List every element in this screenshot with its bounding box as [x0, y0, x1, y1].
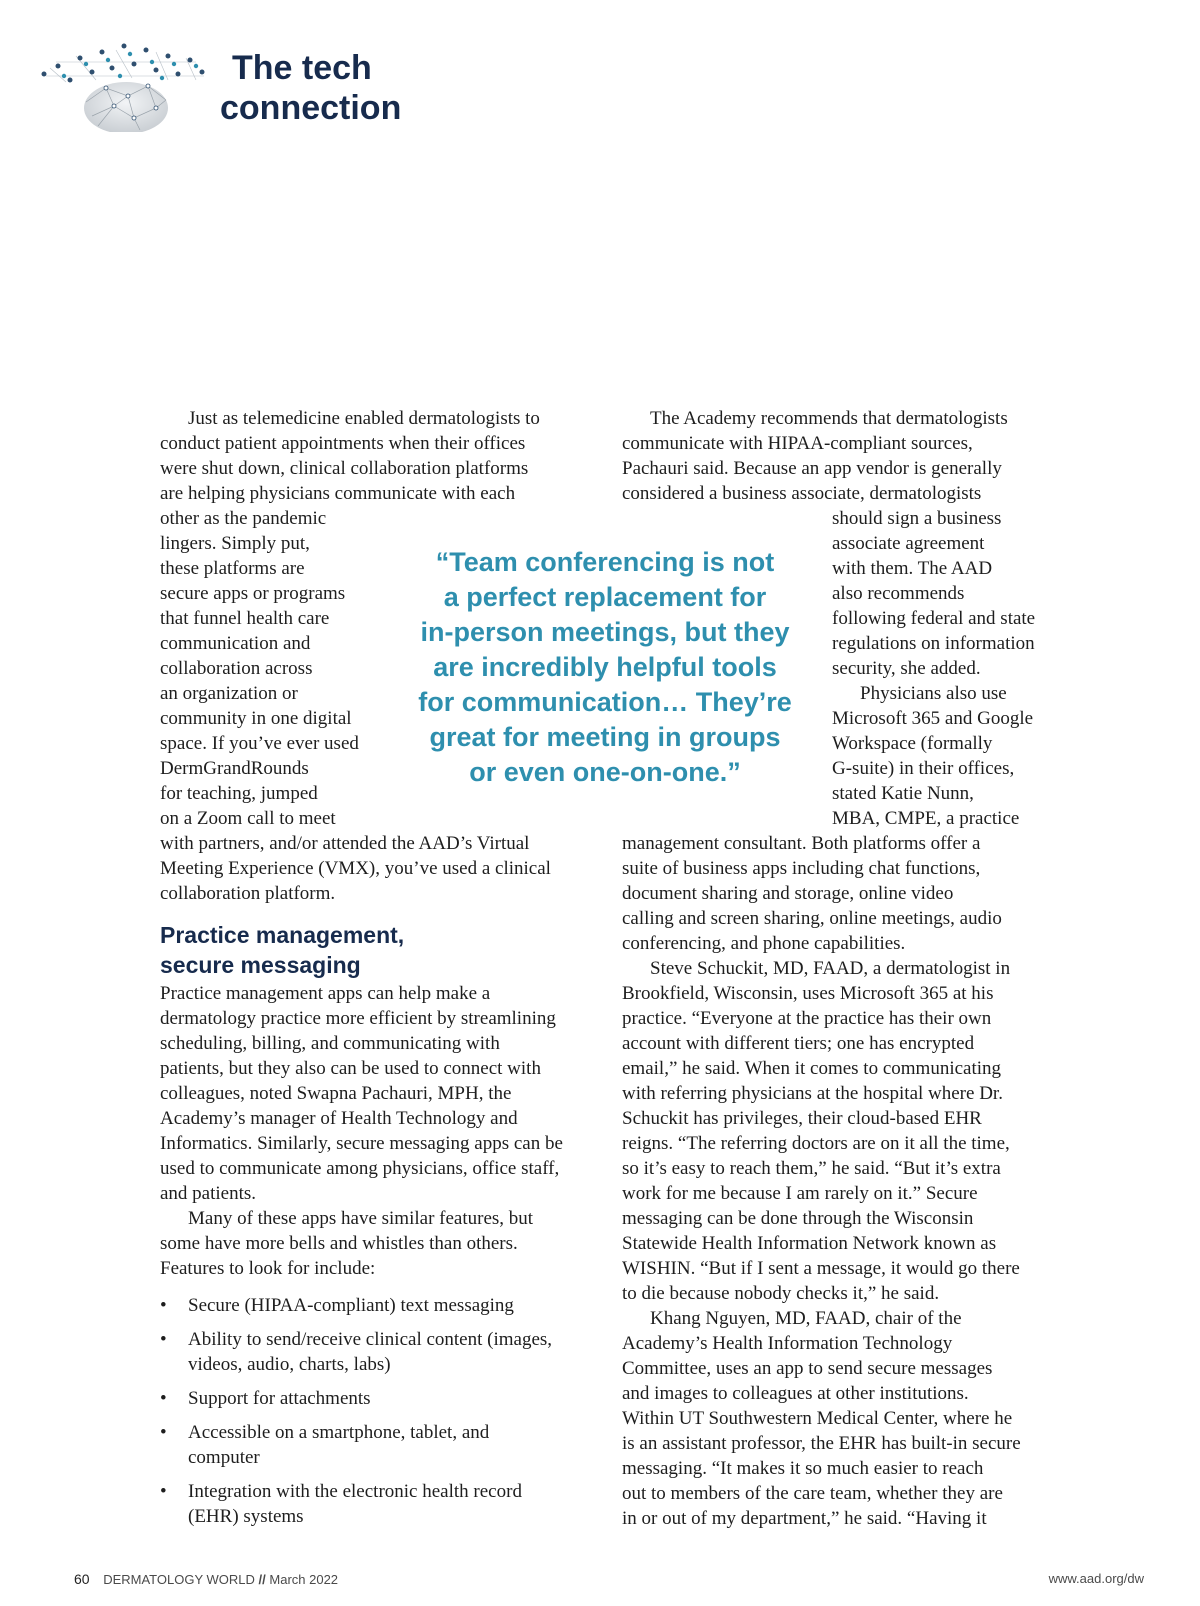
text-line: practice. “Everyone at the practice has their own: [622, 1008, 992, 1029]
text-line: community in one digital: [160, 708, 352, 729]
page-title: [220, 48, 401, 128]
text-line: Committee, uses an app to send secure messages: [622, 1358, 993, 1379]
text-line: Workspace (formally: [832, 733, 993, 754]
bullet-icon: •: [160, 1422, 167, 1443]
text-line: G-suite) in their offices,: [832, 758, 1015, 779]
text-line: scheduling, billing, and communicating with: [160, 1033, 500, 1054]
list-item-text: Ability to send/receive clinical content (images,: [188, 1329, 553, 1350]
right-column-bottom: [622, 831, 1021, 1531]
text-line: Practice management apps can help make a: [160, 983, 491, 1004]
text-line: Within UT Southwestern Medical Center, where he: [622, 1408, 1013, 1429]
text-line: Schuckit has privileges, their cloud-based EHR: [622, 1108, 982, 1129]
text-line: with referring physicians at the hospital where Dr.: [622, 1083, 1003, 1104]
text-line: to die because nobody checks it,” he said.: [622, 1283, 940, 1304]
text-line: management consultant. Both platforms offer a: [622, 833, 981, 854]
text-line: an organization or: [160, 683, 298, 704]
list-item: [160, 1386, 552, 1411]
text-line: regulations on information: [832, 633, 1035, 654]
text-line: reigns. “The referring doctors are on it all the time,: [622, 1133, 1010, 1154]
text-line: in or out of my department,” he said. “Having it: [622, 1508, 987, 1529]
text-line: lingers. Simply put,: [160, 533, 310, 554]
title-line: connection: [220, 89, 402, 127]
bullet-icon: •: [160, 1329, 167, 1350]
text-line: Just as telemedicine enabled dermatologists to: [188, 408, 540, 429]
text-line: messaging. “It makes it so much easier to reach: [622, 1458, 984, 1479]
text-line: that funnel health care: [160, 608, 330, 629]
quote-line: in-person meetings, but they: [420, 617, 790, 647]
text-line: Pachauri said. Because an app vendor is generally: [622, 458, 1002, 479]
text-line: is an assistant professor, the EHR has built-in secure: [622, 1433, 1021, 1454]
right-column-top: [622, 406, 1008, 506]
text-line: calling and screen sharing, online meetings, audio: [622, 908, 1002, 929]
page-footer-left: [74, 1571, 338, 1587]
bullet-icon: •: [160, 1481, 167, 1502]
text-line: email,” he said. When it comes to communicating: [622, 1058, 1002, 1079]
text-line: MBA, CMPE, a practice: [832, 808, 1020, 829]
text-line: DermGrandRounds: [160, 758, 309, 779]
text-line: dermatology practice more efficient by streamlining: [160, 1008, 556, 1029]
quote-line: for communication… They’re: [418, 687, 792, 717]
text-line: patients, but they also can be used to connect with: [160, 1058, 541, 1079]
text-line: with them. The AAD: [832, 558, 993, 579]
text-line: conduct patient appointments when their offices: [160, 433, 526, 454]
text-line: Informatics. Similarly, secure messaging apps can be: [160, 1133, 563, 1154]
title-line: The tech: [232, 49, 372, 87]
heading-line: secure messaging: [160, 952, 361, 978]
text-line: are helping physicians communicate with each: [160, 483, 516, 504]
text-line: Academy’s Health Information Technology: [622, 1333, 953, 1354]
page-number: 60: [74, 1571, 90, 1587]
list-item-text: Secure (HIPAA-compliant) text messaging: [188, 1295, 514, 1316]
text-line: on a Zoom call to meet: [160, 808, 336, 829]
quote-line: are incredibly helpful tools: [433, 652, 777, 682]
text-line: so it’s easy to reach them,” he said. “But it’s extra: [622, 1158, 1001, 1179]
heading-line: Practice management,: [160, 922, 405, 948]
text-line: other as the pandemic: [160, 508, 327, 529]
text-line: Many of these apps have similar features, but: [188, 1208, 534, 1229]
text-line: and images to colleagues at other institutions.: [622, 1383, 969, 1404]
text-line: Features to look for include:: [160, 1258, 376, 1279]
text-line: some have more bells and whistles than others.: [160, 1233, 518, 1254]
text-line: stated Katie Nunn,: [832, 783, 974, 804]
text-line: associate agreement: [832, 533, 985, 554]
list-item: [160, 1420, 552, 1470]
pull-quote: [385, 545, 825, 790]
text-line: and patients.: [160, 1183, 257, 1204]
text-line: Khang Nguyen, MD, FAAD, chair of the: [650, 1308, 962, 1329]
text-line: following federal and state: [832, 608, 1036, 629]
features-list: [160, 1293, 552, 1538]
text-line: Physicians also use: [860, 683, 1007, 704]
text-line: Academy’s manager of Health Technology and: [160, 1108, 518, 1129]
quote-line: or even one-on-one.”: [469, 757, 741, 787]
text-line: also recommends: [832, 583, 965, 604]
bullet-icon: •: [160, 1295, 167, 1316]
list-item-text: Accessible on a smartphone, tablet, and: [188, 1422, 490, 1443]
text-line: communicate with HIPAA-compliant sources,: [622, 433, 973, 454]
text-line: Meeting Experience (VMX), you’ve used a clinical: [160, 858, 551, 879]
list-item-text: Support for attachments: [188, 1388, 371, 1409]
list-item: [160, 1327, 552, 1377]
text-line: considered a business associate, dermatologists: [622, 483, 982, 504]
list-item: [160, 1293, 552, 1318]
publication-name: DERMATOLOGY WORLD: [103, 1572, 255, 1587]
text-line: Steve Schuckit, MD, FAAD, a dermatologist in: [650, 958, 1011, 979]
text-line: conferencing, and phone capabilities.: [622, 933, 906, 954]
text-line: should sign a business: [832, 508, 1002, 529]
text-line: communication and: [160, 633, 311, 654]
text-line: Brookfield, Wisconsin, uses Microsoft 365 at his: [622, 983, 994, 1004]
text-line: Statewide Health Information Network known as: [622, 1233, 997, 1254]
list-item-text: computer: [188, 1447, 260, 1468]
section-heading: [160, 920, 404, 980]
issue-date: March 2022: [269, 1572, 339, 1587]
text-line: WISHIN. “But if I sent a message, it would go there: [622, 1258, 1020, 1279]
text-line: Microsoft 365 and Google: [832, 708, 1034, 729]
quote-line: a perfect replacement for: [443, 582, 767, 612]
text-line: account with different tiers; one has encrypted: [622, 1033, 975, 1054]
list-item-text: (EHR) systems: [188, 1506, 304, 1527]
quote-line: great for meeting in groups: [429, 722, 781, 752]
quote-line: “Team conferencing is not: [435, 547, 775, 577]
text-line: secure apps or programs: [160, 583, 346, 604]
text-line: work for me because I am rarely on it.” Secure: [622, 1183, 978, 1204]
text-line: messaging can be done through the Wisconsin: [622, 1208, 974, 1229]
right-column-narrow: [832, 506, 1035, 831]
list-item-text: videos, audio, charts, labs): [188, 1354, 391, 1375]
text-line: for teaching, jumped: [160, 783, 318, 804]
text-line: with partners, and/or attended the AAD’s Virtual: [160, 833, 530, 854]
bullet-icon: •: [160, 1388, 167, 1409]
text-line: were shut down, clinical collaboration platforms: [160, 458, 529, 479]
text-line: document sharing and storage, online video: [622, 883, 954, 904]
text-line: suite of business apps including chat functions,: [622, 858, 981, 879]
footer-url: www.aad.org/dw: [1048, 1571, 1144, 1586]
text-line: these platforms are: [160, 558, 305, 579]
text-line: space. If you’ve ever used: [160, 733, 359, 754]
practice-management-paragraph: [160, 981, 563, 1281]
text-line: colleagues, noted Swapna Pachauri, MPH, the: [160, 1083, 512, 1104]
text-line: used to communicate among physicians, office staff,: [160, 1158, 560, 1179]
text-line: collaboration across: [160, 658, 313, 679]
network-globe-icon: [36, 36, 214, 132]
list-item: [160, 1479, 552, 1529]
list-item-text: Integration with the electronic health record: [188, 1481, 522, 1502]
text-line: The Academy recommends that dermatologists: [650, 408, 1008, 429]
text-line: collaboration platform.: [160, 883, 336, 904]
footer-separator: //: [258, 1572, 266, 1587]
text-line: out to members of the care team, whether they are: [622, 1483, 1003, 1504]
text-line: security, she added.: [832, 658, 981, 679]
